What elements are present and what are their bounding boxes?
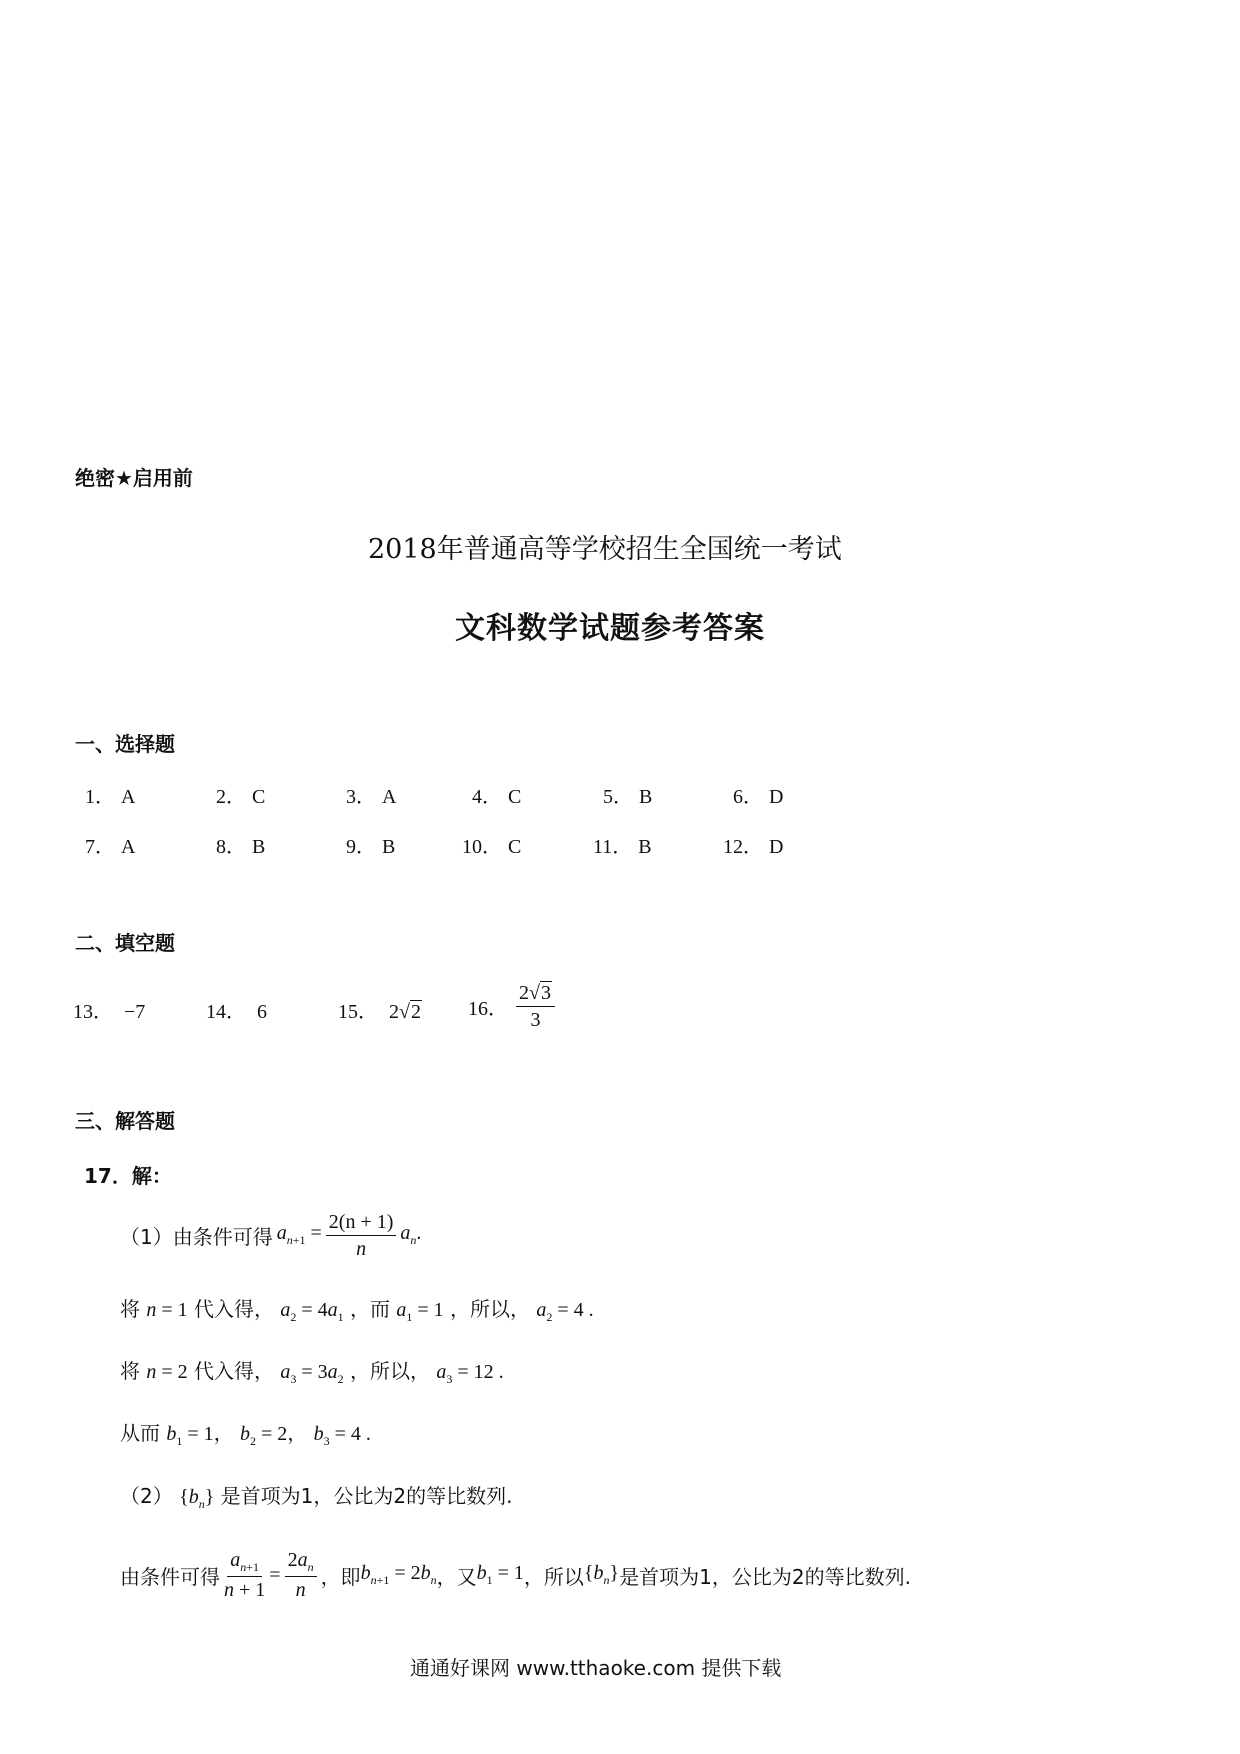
- answer-letter: A: [121, 836, 136, 858]
- solution-line-4: 从而 $b_1 = 1$， $b_2 = 2$， $b_3 = 4$ .: [120, 1421, 371, 1448]
- question-number: 2．: [216, 786, 246, 808]
- question-number: 4．: [472, 786, 502, 808]
- answer-letter: C: [508, 786, 522, 808]
- question-number: 9．: [346, 836, 376, 858]
- section-heading-solution: 三、解答题: [75, 1109, 175, 1133]
- question-17-label: 17．解：: [84, 1164, 172, 1188]
- question-number: 6．: [733, 786, 763, 808]
- question-number: 10．: [462, 836, 502, 858]
- question-number: 15．: [338, 1001, 378, 1023]
- choice-answer: [472, 780, 521, 809]
- solution-line-2: 将 n = 1 代入得， $a_2 = 4a_1$ ，而 $a_1 = 1$ ，所以， $a_2 = 4$ .: [120, 1297, 594, 1324]
- answer-letter: B: [638, 836, 652, 858]
- exam-title: 2018年普通高等学校招生全国统一考试: [368, 534, 842, 565]
- choice-answer: [85, 780, 135, 809]
- answer-letter: D: [769, 836, 784, 858]
- question-number: 3．: [346, 786, 376, 808]
- section-heading-choice: 一、选择题: [75, 732, 175, 756]
- solution-line-6: 由条件可得 $\frac{a_{n+1}}{n + 1}$ = $\frac{2a_n}{n}$ ，即 $b_{n+1} = 2b_n$ ，又 $b_1 = 1$ ，所以 $\{b_n\}$ 是首项为1，公比为2的等比数列.: [120, 1548, 911, 1602]
- document-title: 文科数学试题参考答案: [455, 611, 765, 646]
- choice-answer: [733, 780, 783, 809]
- answer-letter: A: [382, 786, 397, 808]
- choice-answer: [346, 830, 395, 859]
- answer-letter: D: [769, 786, 784, 808]
- footer-text: 通通好课网 www.tthaoke.com 提供下载: [410, 1656, 782, 1680]
- choice-answer: [216, 780, 265, 809]
- answer-letter: B: [252, 836, 266, 858]
- question-number: 11．: [593, 836, 633, 858]
- answer-value: 6: [257, 1001, 267, 1023]
- answer-value: 2√2: [389, 1001, 421, 1023]
- question-number: 8．: [216, 836, 246, 858]
- choice-answer: [216, 830, 265, 859]
- classification-label: 绝密★启用前: [75, 466, 193, 490]
- answer-16: [468, 975, 559, 1037]
- answer-14: [206, 995, 267, 1024]
- question-number: 12．: [723, 836, 763, 858]
- choice-answer: [593, 830, 652, 859]
- section-heading-fill: 二、填空题: [75, 931, 175, 955]
- question-number: 5．: [603, 786, 633, 808]
- question-number: 13．: [73, 1001, 113, 1023]
- question-number: 14．: [206, 1001, 246, 1023]
- answer-letter: B: [382, 836, 396, 858]
- solution-line-5: （2） $\{b_n\}$ 是首项为1，公比为2的等比数列.: [120, 1484, 513, 1511]
- question-number: 7．: [85, 836, 115, 858]
- choice-answer: [462, 830, 521, 859]
- solution-line-3: 将 n = 2 代入得， $a_3 = 3a_2$ ，所以， $a_3 = 12$ .: [120, 1359, 504, 1386]
- answer-value: −7: [124, 1001, 146, 1023]
- answer-letter: B: [639, 786, 653, 808]
- choice-answer: [603, 780, 652, 809]
- answer-letter: C: [252, 786, 266, 808]
- question-number: 1．: [85, 786, 115, 808]
- choice-answer: [85, 830, 135, 859]
- answer-15: [338, 995, 422, 1024]
- answer-13: [73, 995, 145, 1024]
- fraction: $\frac{2√3}{3}$: [516, 982, 555, 1031]
- question-number: 16．: [468, 997, 508, 1020]
- answer-letter: A: [121, 786, 136, 808]
- choice-answer: [723, 830, 783, 859]
- answer-letter: C: [508, 836, 522, 858]
- solution-line-1: （1）由条件可得 $a_{n+1}$ = $\frac{2(n + 1)}{n}$ $a_n$.: [120, 1210, 422, 1260]
- choice-answer: [346, 780, 396, 809]
